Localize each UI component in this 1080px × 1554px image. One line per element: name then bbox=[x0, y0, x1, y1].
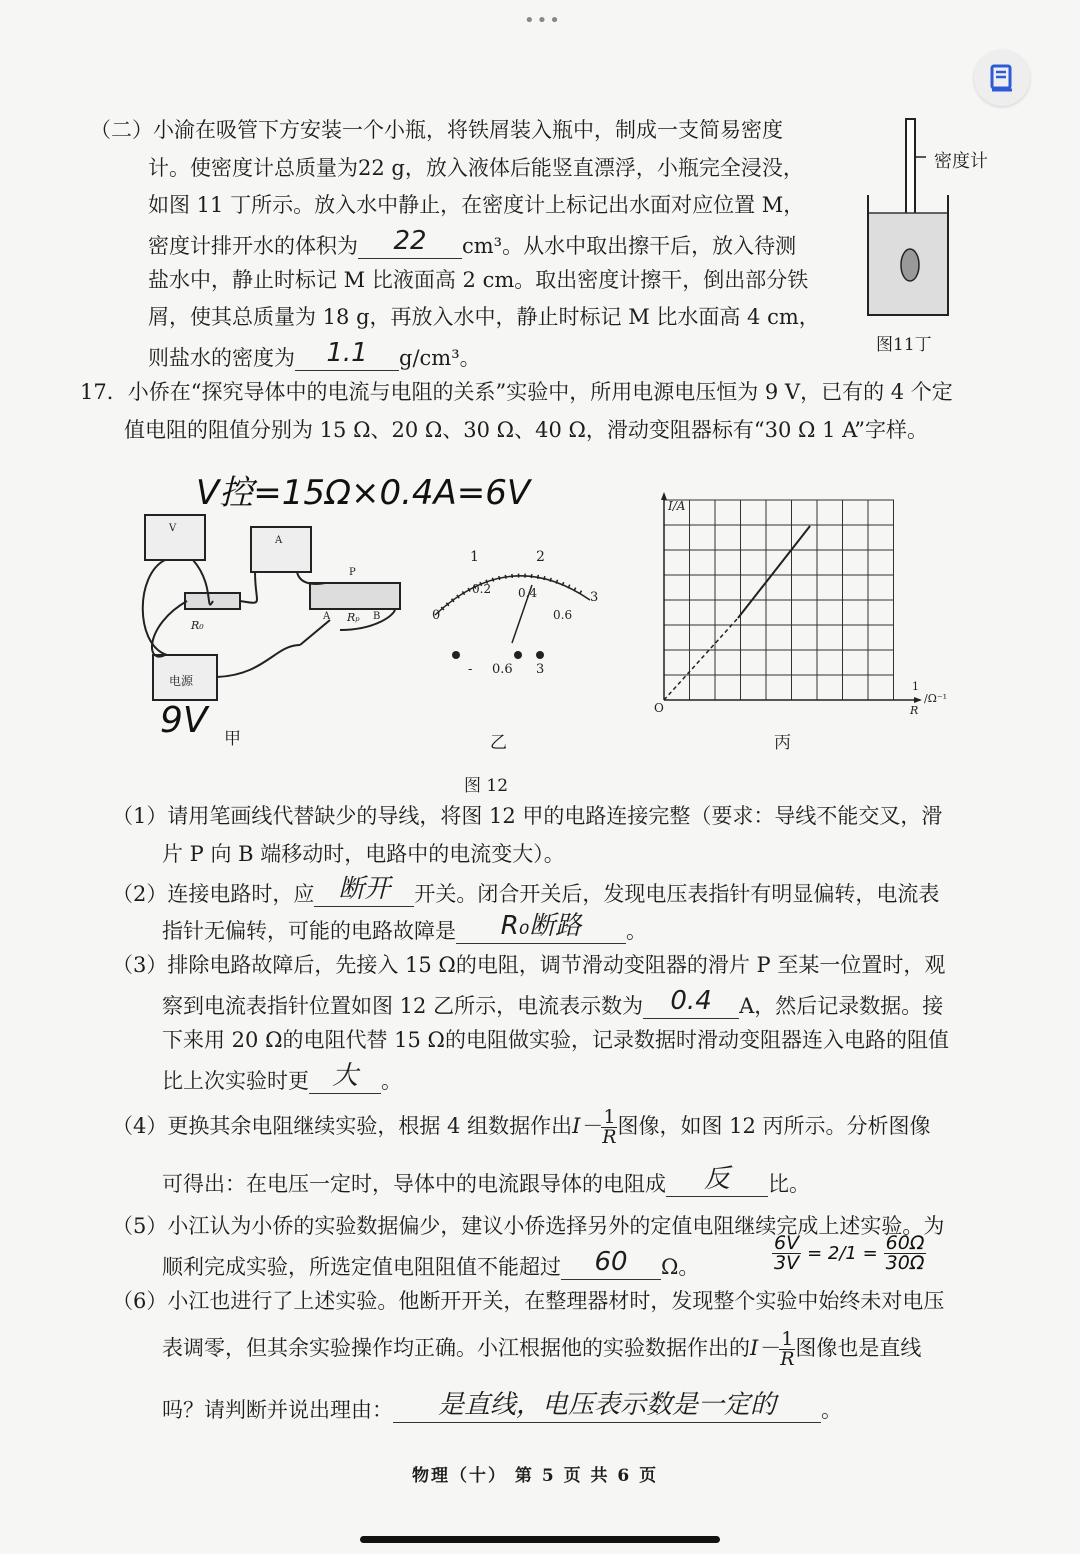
dial-tick-04: 0.4 bbox=[518, 586, 538, 600]
menu-dots[interactable]: ••• bbox=[524, 10, 562, 31]
q17-p1-line-1: （1）请用笔画线代替缺少的导线，将图 12 甲的电路连接完整（要求：导线不能交叉，滑 bbox=[112, 804, 943, 828]
answer-resistance-change-text: 大 bbox=[331, 1061, 358, 1091]
note-6v: 6V bbox=[774, 1232, 800, 1254]
q17-p6-reason-suffix: 。 bbox=[821, 1398, 842, 1422]
q17-p6-suffix: 图像也是直线 bbox=[795, 1336, 922, 1360]
dial-tick-06: 0.6 bbox=[553, 608, 573, 622]
circuit-diagram bbox=[125, 505, 425, 720]
figure-12-title: 图 12 bbox=[464, 776, 509, 796]
graph-origin: O bbox=[654, 701, 664, 715]
q17-p1-line-2: 片 P 向 B 端移动时，电路中的电流变大）。 bbox=[162, 842, 565, 866]
q17-p6-symbol: I－ bbox=[750, 1336, 780, 1360]
dial-tick-2: 2 bbox=[536, 549, 545, 565]
answer-resistance-change[interactable] bbox=[309, 1061, 381, 1094]
page-footer: 物理（十） 第 5 页 共 6 页 bbox=[412, 1466, 659, 1486]
q17-line-1: 17．小侨在“探究导体中的电流与电阻的关系”实验中，所用电源电压恒为 9 V，已有的 4 个定 bbox=[80, 380, 953, 404]
q17-p3-line-3: 下来用 20 Ω的电阻代替 15 Ω的电阻做实验，记录数据时滑动变阻器连入电路的阻值 bbox=[162, 1028, 949, 1052]
q17-p6-reason-prefix: 吗？请判断并说出理由： bbox=[162, 1398, 393, 1422]
answer-max-resistance[interactable] bbox=[561, 1247, 661, 1280]
answer-max-resistance-text: 60 bbox=[594, 1247, 628, 1277]
q16-l7-suffix: g/cm³。 bbox=[399, 346, 481, 370]
note-60-ohm: 60Ω bbox=[885, 1232, 925, 1254]
figure-jia-caption: 甲 bbox=[224, 729, 241, 749]
q17-p4-fraction bbox=[601, 1108, 617, 1147]
q17-p3-resistance-suffix: 。 bbox=[381, 1069, 402, 1093]
q17-p6-line-1: （6）小江也进行了上述实验。他断开开关，在整理器材时，发现整个实验中始终未对电压 bbox=[112, 1289, 945, 1313]
dial-tick-02: 0.2 bbox=[472, 582, 492, 596]
q16-line-7 bbox=[148, 338, 481, 371]
note-equals: = 2/1 = bbox=[807, 1243, 878, 1264]
bookmark-button[interactable] bbox=[974, 50, 1030, 106]
answer-volume[interactable] bbox=[358, 226, 462, 259]
ammeter-dial bbox=[420, 545, 610, 685]
q17-p4-prefix: （4）更换其余电阻继续实验，根据 4 组数据作出 bbox=[112, 1114, 573, 1138]
q16-line-5: 盐水中，静止时标记 M 比液面高 2 cm。取出密度计擦干，倒出部分铁 bbox=[148, 268, 809, 292]
q17-p3-resistance-prefix: 比上次实验时更 bbox=[162, 1069, 309, 1093]
q16-line-1: （二）小渝在吸管下方安装一个小瓶，将铁屑装入瓶中，制成一支简易密度 bbox=[90, 118, 783, 142]
q17-line-2: 值电阻的阻值分别为 15 Ω、20 Ω、30 Ω、40 Ω，滑动变阻器标有“30 Ω 1 A”字样。 bbox=[124, 418, 928, 442]
figure-bing-caption: 丙 bbox=[774, 733, 791, 753]
q17-p3-current-prefix: 察到电流表指针位置如图 12 乙所示，电流表示数为 bbox=[162, 994, 644, 1018]
q17-p2-fault-suffix: 。 bbox=[626, 919, 647, 943]
q17-p4-symbol: I－ bbox=[572, 1114, 602, 1138]
graph-xlabel-denominator: R bbox=[910, 704, 919, 717]
q17-p4-line-1 bbox=[112, 1108, 931, 1147]
dial-tick-0: 0 bbox=[432, 608, 441, 623]
answer-reason[interactable] bbox=[393, 1390, 821, 1423]
q17-p3-current-suffix: A，然后记录数据。接 bbox=[739, 994, 944, 1018]
q17-p2-line-2 bbox=[162, 911, 647, 944]
dial-tick-1: 1 bbox=[470, 549, 479, 565]
q17-p2-line-1 bbox=[112, 874, 940, 907]
dial-tick-3: 3 bbox=[590, 590, 599, 605]
q17-p4-suffix: 图像，如图 12 丙所示。分析图像 bbox=[617, 1114, 931, 1138]
answer-reason-text: 是直线，电压表示数是一定的 bbox=[437, 1390, 776, 1420]
book-icon bbox=[974, 50, 1030, 106]
terminal-a-label: A bbox=[323, 611, 331, 622]
terminal-b-label: B bbox=[373, 611, 381, 622]
q17-p6-line-3 bbox=[162, 1390, 842, 1423]
handwritten-voltage-calc: V控=15Ω×0.4A=6V bbox=[196, 473, 531, 513]
answer-fault-text: R₀断路 bbox=[500, 911, 582, 941]
home-indicator[interactable] bbox=[360, 1536, 720, 1543]
handwritten-ratio-note bbox=[772, 1234, 926, 1273]
q16-line-2: 计。使密度计总质量为22 g，放入液体后能竖直漂浮，小瓶完全浸没， bbox=[148, 156, 804, 180]
q17-p4-fraction-numerator: 1 bbox=[603, 1106, 616, 1128]
answer-proportionality[interactable] bbox=[666, 1164, 768, 1197]
terminal-3: 3 bbox=[536, 662, 545, 677]
answer-switch-state-text: 断开 bbox=[338, 874, 391, 904]
q16-l4-suffix: cm³。从水中取出擦干后，放入待测 bbox=[462, 234, 797, 258]
power-supply-label: 电源 bbox=[169, 674, 194, 688]
note-3v: 3V bbox=[774, 1252, 800, 1274]
q16-l7-prefix: 则盐水的密度为 bbox=[148, 346, 295, 370]
q17-p6-fraction-numerator: 1 bbox=[781, 1328, 794, 1350]
densimeter-label: 密度计 bbox=[934, 151, 988, 172]
answer-switch-state[interactable] bbox=[314, 874, 414, 907]
q16-line-4 bbox=[148, 226, 797, 259]
voltmeter-label: V bbox=[169, 523, 177, 534]
graph-xlabel-numerator: 1 bbox=[912, 680, 919, 693]
q17-p3-line-1: （3）排除电路故障后，先接入 15 Ω的电阻，调节滑动变阻器的滑片 P 至某一位置时，观 bbox=[112, 953, 946, 977]
q17-p5-line-2 bbox=[162, 1247, 700, 1280]
graph-xlabel-unit: /Ω⁻¹ bbox=[924, 692, 948, 705]
answer-current-text: 0.4 bbox=[670, 986, 712, 1016]
q17-p6-fraction-denominator: R bbox=[780, 1348, 795, 1370]
answer-volume-text: 22 bbox=[393, 226, 427, 256]
answer-fault[interactable] bbox=[456, 911, 626, 944]
answer-density[interactable] bbox=[295, 338, 399, 371]
q17-p4-line-2 bbox=[162, 1164, 810, 1197]
terminal-06: 0.6 bbox=[492, 662, 513, 677]
q17-p5-suffix: Ω。 bbox=[661, 1255, 700, 1279]
q17-p6-fraction bbox=[779, 1330, 795, 1369]
q16-line-6: 屑，使其总质量为 18 g，再放入水中，静止时标记 M 比水面高 4 cm， bbox=[148, 305, 820, 329]
q17-p4-relation-prefix: 可得出：在电压一定时，导体中的电流跟导体的电阻成 bbox=[162, 1172, 666, 1196]
i-vs-inverse-r-graph bbox=[650, 490, 970, 720]
q17-p3-line-2 bbox=[162, 986, 944, 1019]
q17-p5-line-1: （5）小江认为小侨的实验数据偏少，建议小侨选择另外的定值电阻继续完成上述实验。为 bbox=[112, 1214, 945, 1238]
q17-p2-prefix: （2）连接电路时，应 bbox=[112, 882, 315, 906]
handwritten-9v: 9V bbox=[160, 700, 208, 741]
slider-p-label: P bbox=[349, 567, 356, 578]
q17-p6-prefix: 表调零，但其余实验操作均正确。小江根据他的实验数据作出的 bbox=[162, 1336, 750, 1360]
ammeter-label: A bbox=[275, 535, 283, 546]
q16-l4-prefix: 密度计排开水的体积为 bbox=[148, 234, 358, 258]
q17-p4-relation-suffix: 比。 bbox=[768, 1172, 810, 1196]
q17-p4-fraction-denominator: R bbox=[602, 1126, 617, 1148]
terminal-minus: - bbox=[468, 662, 473, 677]
r0-label: R₀ bbox=[191, 619, 204, 632]
graph-ylabel: I/A bbox=[668, 499, 686, 513]
q16-line-3: 如图 11 丁所示。放入水中静止，在密度计上标记出水面对应位置 M， bbox=[148, 193, 805, 217]
answer-proportionality-text: 反 bbox=[703, 1164, 730, 1194]
q17-p3-line-4 bbox=[162, 1061, 402, 1094]
note-30-ohm: 30Ω bbox=[885, 1252, 925, 1274]
rp-label: Rₚ bbox=[347, 611, 360, 624]
figure-11-caption: 图11丁 bbox=[876, 335, 932, 355]
figure-yi-caption: 乙 bbox=[490, 733, 507, 753]
q17-p2-suffix: 开关。闭合开关后，发现电压表指针有明显偏转，电流表 bbox=[414, 882, 940, 906]
q17-p5-prefix: 顺利完成实验，所选定值电阻阻值不能超过 bbox=[162, 1255, 561, 1279]
answer-current[interactable] bbox=[643, 986, 739, 1019]
answer-density-text: 1.1 bbox=[326, 338, 368, 368]
q17-p2-fault-prefix: 指针无偏转，可能的电路故障是 bbox=[162, 919, 456, 943]
q17-p6-line-2 bbox=[162, 1330, 921, 1369]
